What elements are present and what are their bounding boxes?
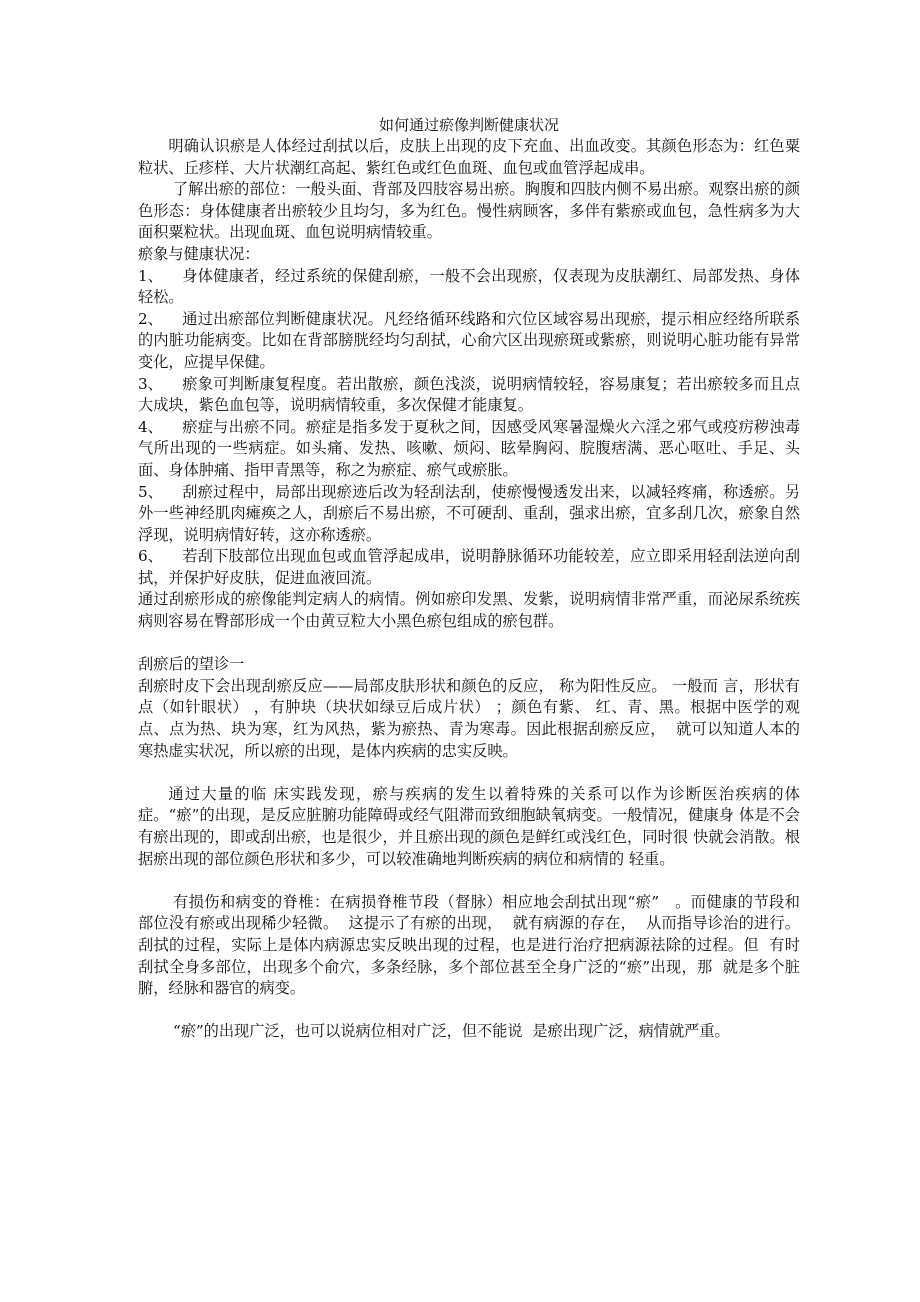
list-item-5 xyxy=(138,482,800,547)
location-paragraph: 了解出瘀的部位：一般头面、背部及四肢容易出瘀。胸腹和四肢内侧不易出瘀。观察出瘀的颜色形态：身体健康者出瘀较少且均匀，多为红色。慢性病顾客，多伴有紫瘀或血包，急性病多为大面积粟粒状。出现血斑、血包说明病情较重。 xyxy=(138,180,800,242)
list-text: 身体健康者，经过系统的保健刮瘀，一般不会出现瘀，仅表现为皮肤潮红、局部发热、身体轻松。 xyxy=(138,266,800,307)
list-text: 瘀象可判断康复程度。若出散瘀，颜色浅淡，说明病情较轻，容易康复；若出瘀较多而且点大成块，紫色血包等，说明病情较重，多次保健才能康复。 xyxy=(138,374,800,415)
list-text: 通过出瘀部位判断健康状况。凡经络循环线路和穴位区域容易出现瘀，提示相应经络所联系的内脏功能病变。比如在背部膀胱经均匀刮拭，心俞穴区出现瘀斑或紫瘀，则说明心脏功能有异常变化，应提早保健。 xyxy=(138,309,800,371)
list-number: 2、 xyxy=(138,309,163,328)
list-number: 1、 xyxy=(138,266,163,285)
document-page xyxy=(138,114,810,1043)
list-text: 瘀症与出瘀不同。瘀症是指多发于夏秋之间，因感受风寒暑湿燥火六淫之邪气或疫疠秽浊毒气所出现的一些病症。如头痛、发热、咳嗽、烦闷、眩晕胸闷、脘腹痞满、恶心呕吐、手足、头面、身体肿痛、指甲青黑等，称之为瘀症、瘀气或瘀胀。 xyxy=(138,417,800,479)
final-paragraph: “瘀”的出现广泛，也可以说病位相对广泛，但不能说 是瘀出现广泛，病情就严重。 xyxy=(172,1022,730,1041)
list-heading: 瘀象与健康状况： xyxy=(138,244,260,263)
list-number: 3、 xyxy=(138,374,163,393)
spacer xyxy=(138,633,800,655)
intro-paragraph: 明确认识瘀是人体经过刮拭以后，皮肤上出现的皮下充血、出血改变。其颜色形态为：红色粟粒状、丘疹样、大片状潮红高起、紫红色或红色血斑、血包或血管浮起成串。 xyxy=(138,137,800,177)
spacer xyxy=(138,870,800,892)
list-number: 5、 xyxy=(138,482,163,501)
list-text: 若刮下肢部位出现血包或血管浮起成串，说明静脉循环功能较差，应立即采用轻刮法逆向刮拭，并保护好皮肤，促进血液回流。 xyxy=(138,547,800,587)
spacer xyxy=(138,1000,800,1022)
section2-body: 刮瘀时皮下会出现刮瘀反应——局部皮肤形状和颜色的反应， 称为阳性反应。 一般而 言，形状有点（如针眼状） ，有肿块（块状如绿豆后成片状） ；颜色有紫、 红、青、黑。根据中医学的观点、点为热、块为寒，红为风热，紫为瘀热、青为寒毒。因此根据刮瘀反应， 就可以知道人本的 寒热虚实状况，所以瘀的出现，是体内疾病的忠实反映。 xyxy=(138,676,805,760)
spacer xyxy=(138,762,800,784)
list-item-2 xyxy=(138,309,800,374)
list-item-6 xyxy=(138,546,800,589)
list-number: 6、 xyxy=(138,547,163,566)
clinical-paragraph: 通过大量的临 床实践发现，瘀与疾病的发生以着特殊的关系可以作为诊断医治疾病的体症。“瘀”的出现，是反应脏腑功能障碍或经气阻滞而致细胞缺氧病变。一般情况，健康身 体是不会有瘀出现的，即或刮出瘀，也是很少，并且瘀出现的颜色是鲜红或浅红色，同时很 快就会消散。根据瘀出现的部位颜色形状和多少，可以较准确地判断疾病的病位和病情的 轻重。 xyxy=(138,784,800,868)
section2-heading: 刮瘀后的望诊一 xyxy=(138,655,245,674)
list-item-4 xyxy=(138,417,800,482)
spine-paragraph: 有损伤和病变的脊椎：在病损脊椎节段（督脉）相应地会刮拭出现“瘀” 。而健康的节段和 部位没有瘀或出现稀少轻微。 这提示了有瘀的出现， 就有病源的存在， 从而指导诊治的进行。 刮拭的过程，实际上是体内病源忠实反映出现的过程，也是进行治疗把病源祛除的过程。但 有时刮拭全身多部位，出现多个俞穴，多条经脉，多个部位甚至全身广泛的“瘀”出现，那 就是多个脏腑，经脉和器官的病变。 xyxy=(138,892,810,998)
list-number: 4、 xyxy=(138,417,163,436)
list-item-3 xyxy=(138,374,800,417)
summary-paragraph: 通过刮瘀形成的瘀像能判定病人的病情。例如瘀印发黑、发紫，说明病情非常严重，而泌尿系统疾病则容易在臀部形成一个由黄豆粒大小黑色瘀包组成的瘀包群。 xyxy=(138,590,800,631)
list-item-1 xyxy=(138,266,800,309)
document-title: 如何通过瘀像判断健康状况 xyxy=(378,116,559,134)
list-text: 刮瘀过程中，局部出现瘀迹后改为轻刮法刮，使瘀慢慢透发出来，以减轻疼痛，称透瘀。另外一些神经肌肉瘫痪之人，刮瘀后不易出瘀，不可硬刮、重刮，强求出瘀，宜多刮几次，瘀象自然浮现，说明病情好转，这亦称透瘀。 xyxy=(138,482,800,544)
